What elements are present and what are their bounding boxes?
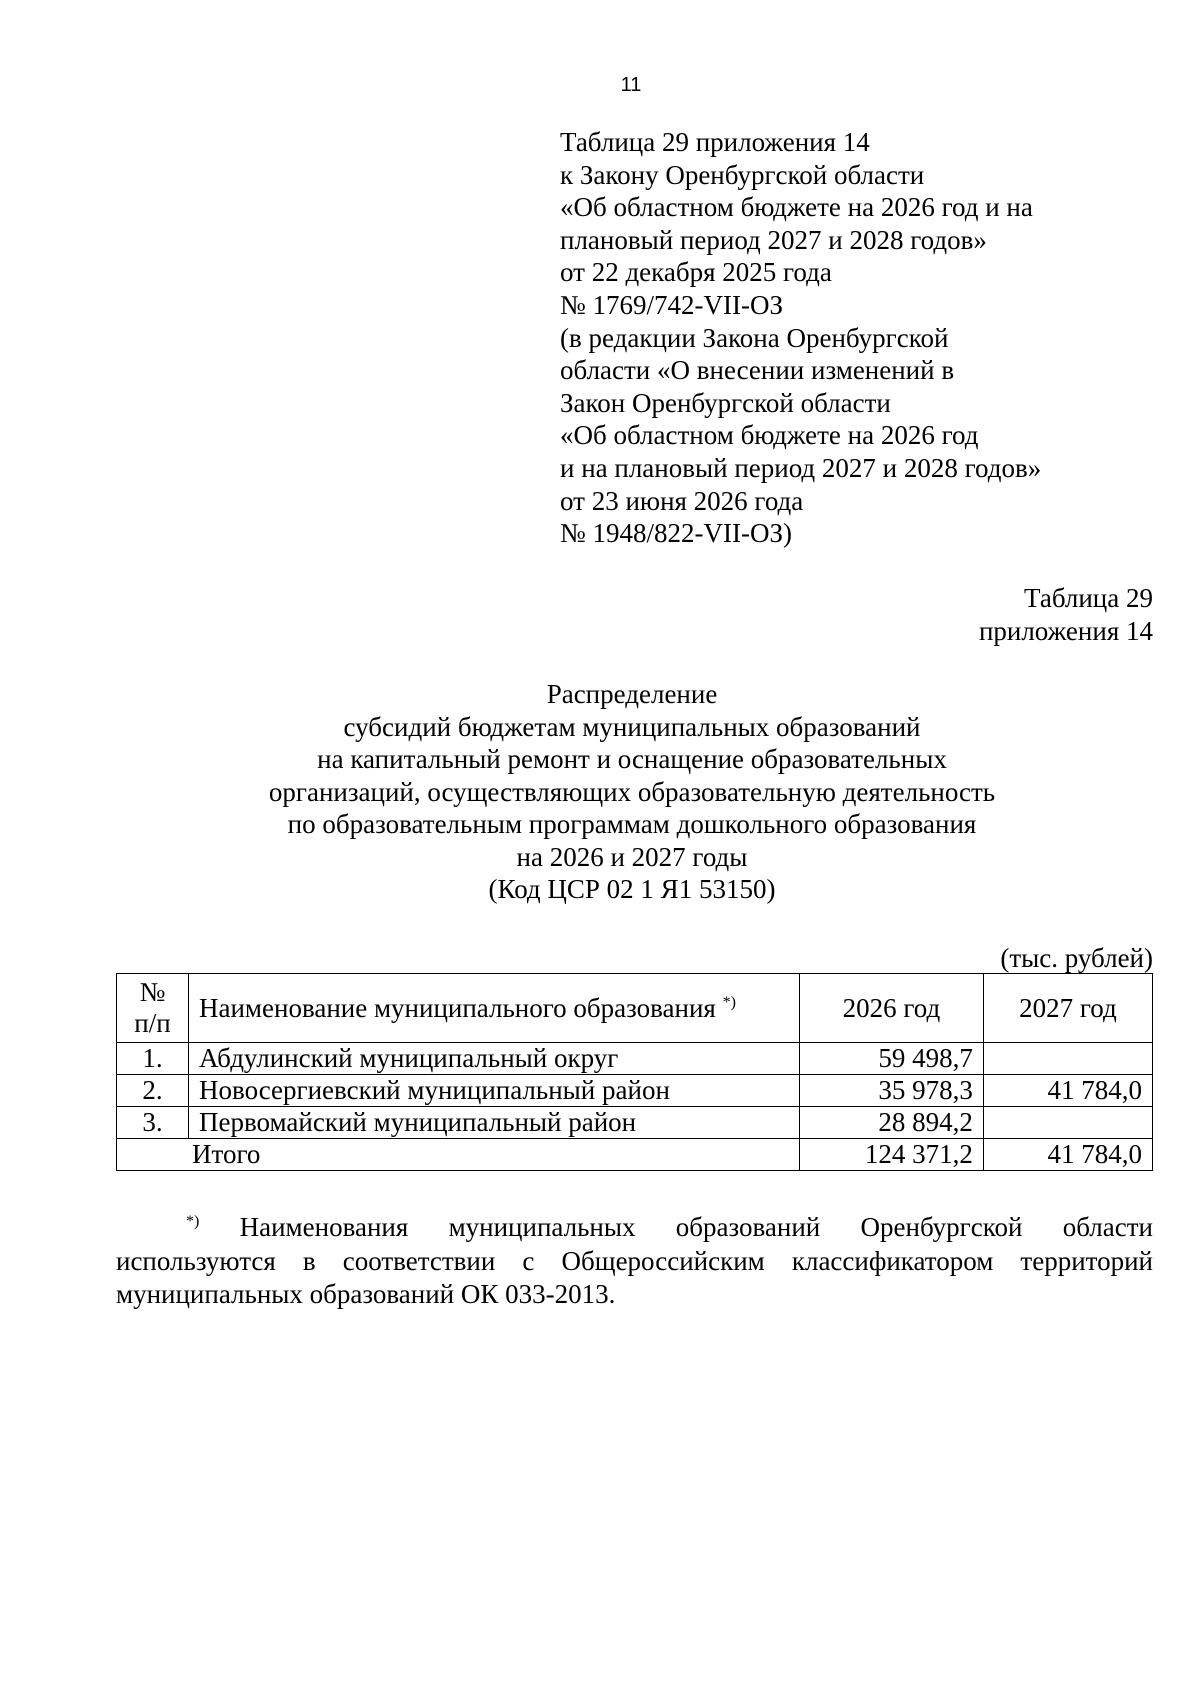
title-line: Распределение (546, 679, 718, 709)
table-row (117, 1075, 1153, 1107)
total-2026: 124 371,2 (800, 1139, 984, 1171)
row-2026: 59 498,7 (800, 1043, 984, 1075)
table-header-row (117, 974, 1153, 1043)
footnote-line: используются в соответствии с Общероссийским классификатором территорий (116, 1245, 1153, 1276)
title-line: по образовательным программам дошкольного образования (287, 809, 977, 839)
header-2027: 2027 год (983, 974, 1152, 1043)
footnote-line: муниципальных образований ОК 033-2013. (116, 1279, 616, 1309)
header-name (189, 974, 800, 1043)
title-line: субсидий бюджетам муниципальных образований (343, 711, 921, 742)
row-number: 3. (117, 1107, 189, 1139)
appendix-line: от 22 декабря 2025 года (560, 257, 832, 288)
units-label: (тыс. рублей) (1000, 943, 1153, 973)
appendix-reference-block (560, 126, 1120, 550)
header-number-line1: № (139, 977, 166, 1007)
appendix-line: № 1769/742-VII-ОЗ (560, 289, 784, 320)
row-name: Абдулинский муниципальный округ (189, 1043, 800, 1075)
header-footnote-mark: *) (722, 993, 736, 1011)
footnote-text: Наименования муниципальных образований Оренбургской области (239, 1212, 1153, 1242)
total-2027: 41 784,0 (983, 1139, 1152, 1171)
table-row (117, 1107, 1153, 1139)
table-reference (979, 582, 1153, 648)
table-ref-line: приложения 14 (978, 616, 1153, 646)
appendix-line: и на плановый период 2027 и 2028 годов» (560, 452, 1042, 483)
appendix-line: «Об областном бюджете на 2026 год и на (560, 192, 1033, 223)
appendix-line: (в редакции Закона Оренбургской (560, 322, 949, 353)
table-row (117, 1043, 1153, 1075)
header-number-line2: п/п (134, 1008, 171, 1038)
footnote-mark: *) (186, 1213, 200, 1230)
row-2027: 41 784,0 (983, 1075, 1152, 1107)
header-name-text: Наименование муниципального образования (199, 992, 716, 1023)
row-number: 2. (117, 1075, 189, 1107)
title-line: (Код ЦСР 02 1 Я1 53150) (488, 874, 776, 904)
title-line: на 2026 и 2027 годы (516, 841, 748, 872)
appendix-line: области «О внесении изменений в (560, 355, 955, 386)
appendix-line: к Закону Оренбургской области (560, 159, 925, 190)
appendix-line: Закон Оренбургской области (560, 387, 891, 418)
footnote (116, 1211, 1153, 1312)
header-number (117, 974, 189, 1043)
page-number: 11 (620, 74, 642, 96)
appendix-line: плановый период 2027 и 2028 годов» (560, 224, 987, 255)
total-label: Итого (117, 1139, 800, 1171)
row-2027 (983, 1107, 1152, 1139)
appendix-line: № 1948/822-VII-ОЗ) (560, 518, 792, 549)
title-line: на капитальный ремонт и оснащение образовательных (317, 744, 947, 774)
document-title (116, 678, 1148, 906)
total-row (117, 1139, 1153, 1171)
row-number: 1. (117, 1043, 189, 1075)
header-2026: 2026 год (800, 974, 984, 1043)
subsidy-table (116, 973, 1153, 1171)
appendix-line: от 23 июня 2026 года (560, 485, 804, 516)
row-name: Первомайский муниципальный район (189, 1107, 800, 1139)
footnote-line (116, 1211, 1153, 1245)
row-2026: 35 978,3 (800, 1075, 984, 1107)
row-2026: 28 894,2 (800, 1107, 984, 1139)
row-2027 (983, 1043, 1152, 1075)
table-ref-line: Таблица 29 (1024, 583, 1153, 613)
appendix-line: «Об областном бюджете на 2026 год (560, 420, 979, 451)
title-line: организаций, осуществляющих образовательную деятельность (268, 776, 996, 807)
row-name: Новосергиевский муниципальный район (189, 1075, 800, 1107)
appendix-line: Таблица 29 приложения 14 (560, 127, 870, 157)
